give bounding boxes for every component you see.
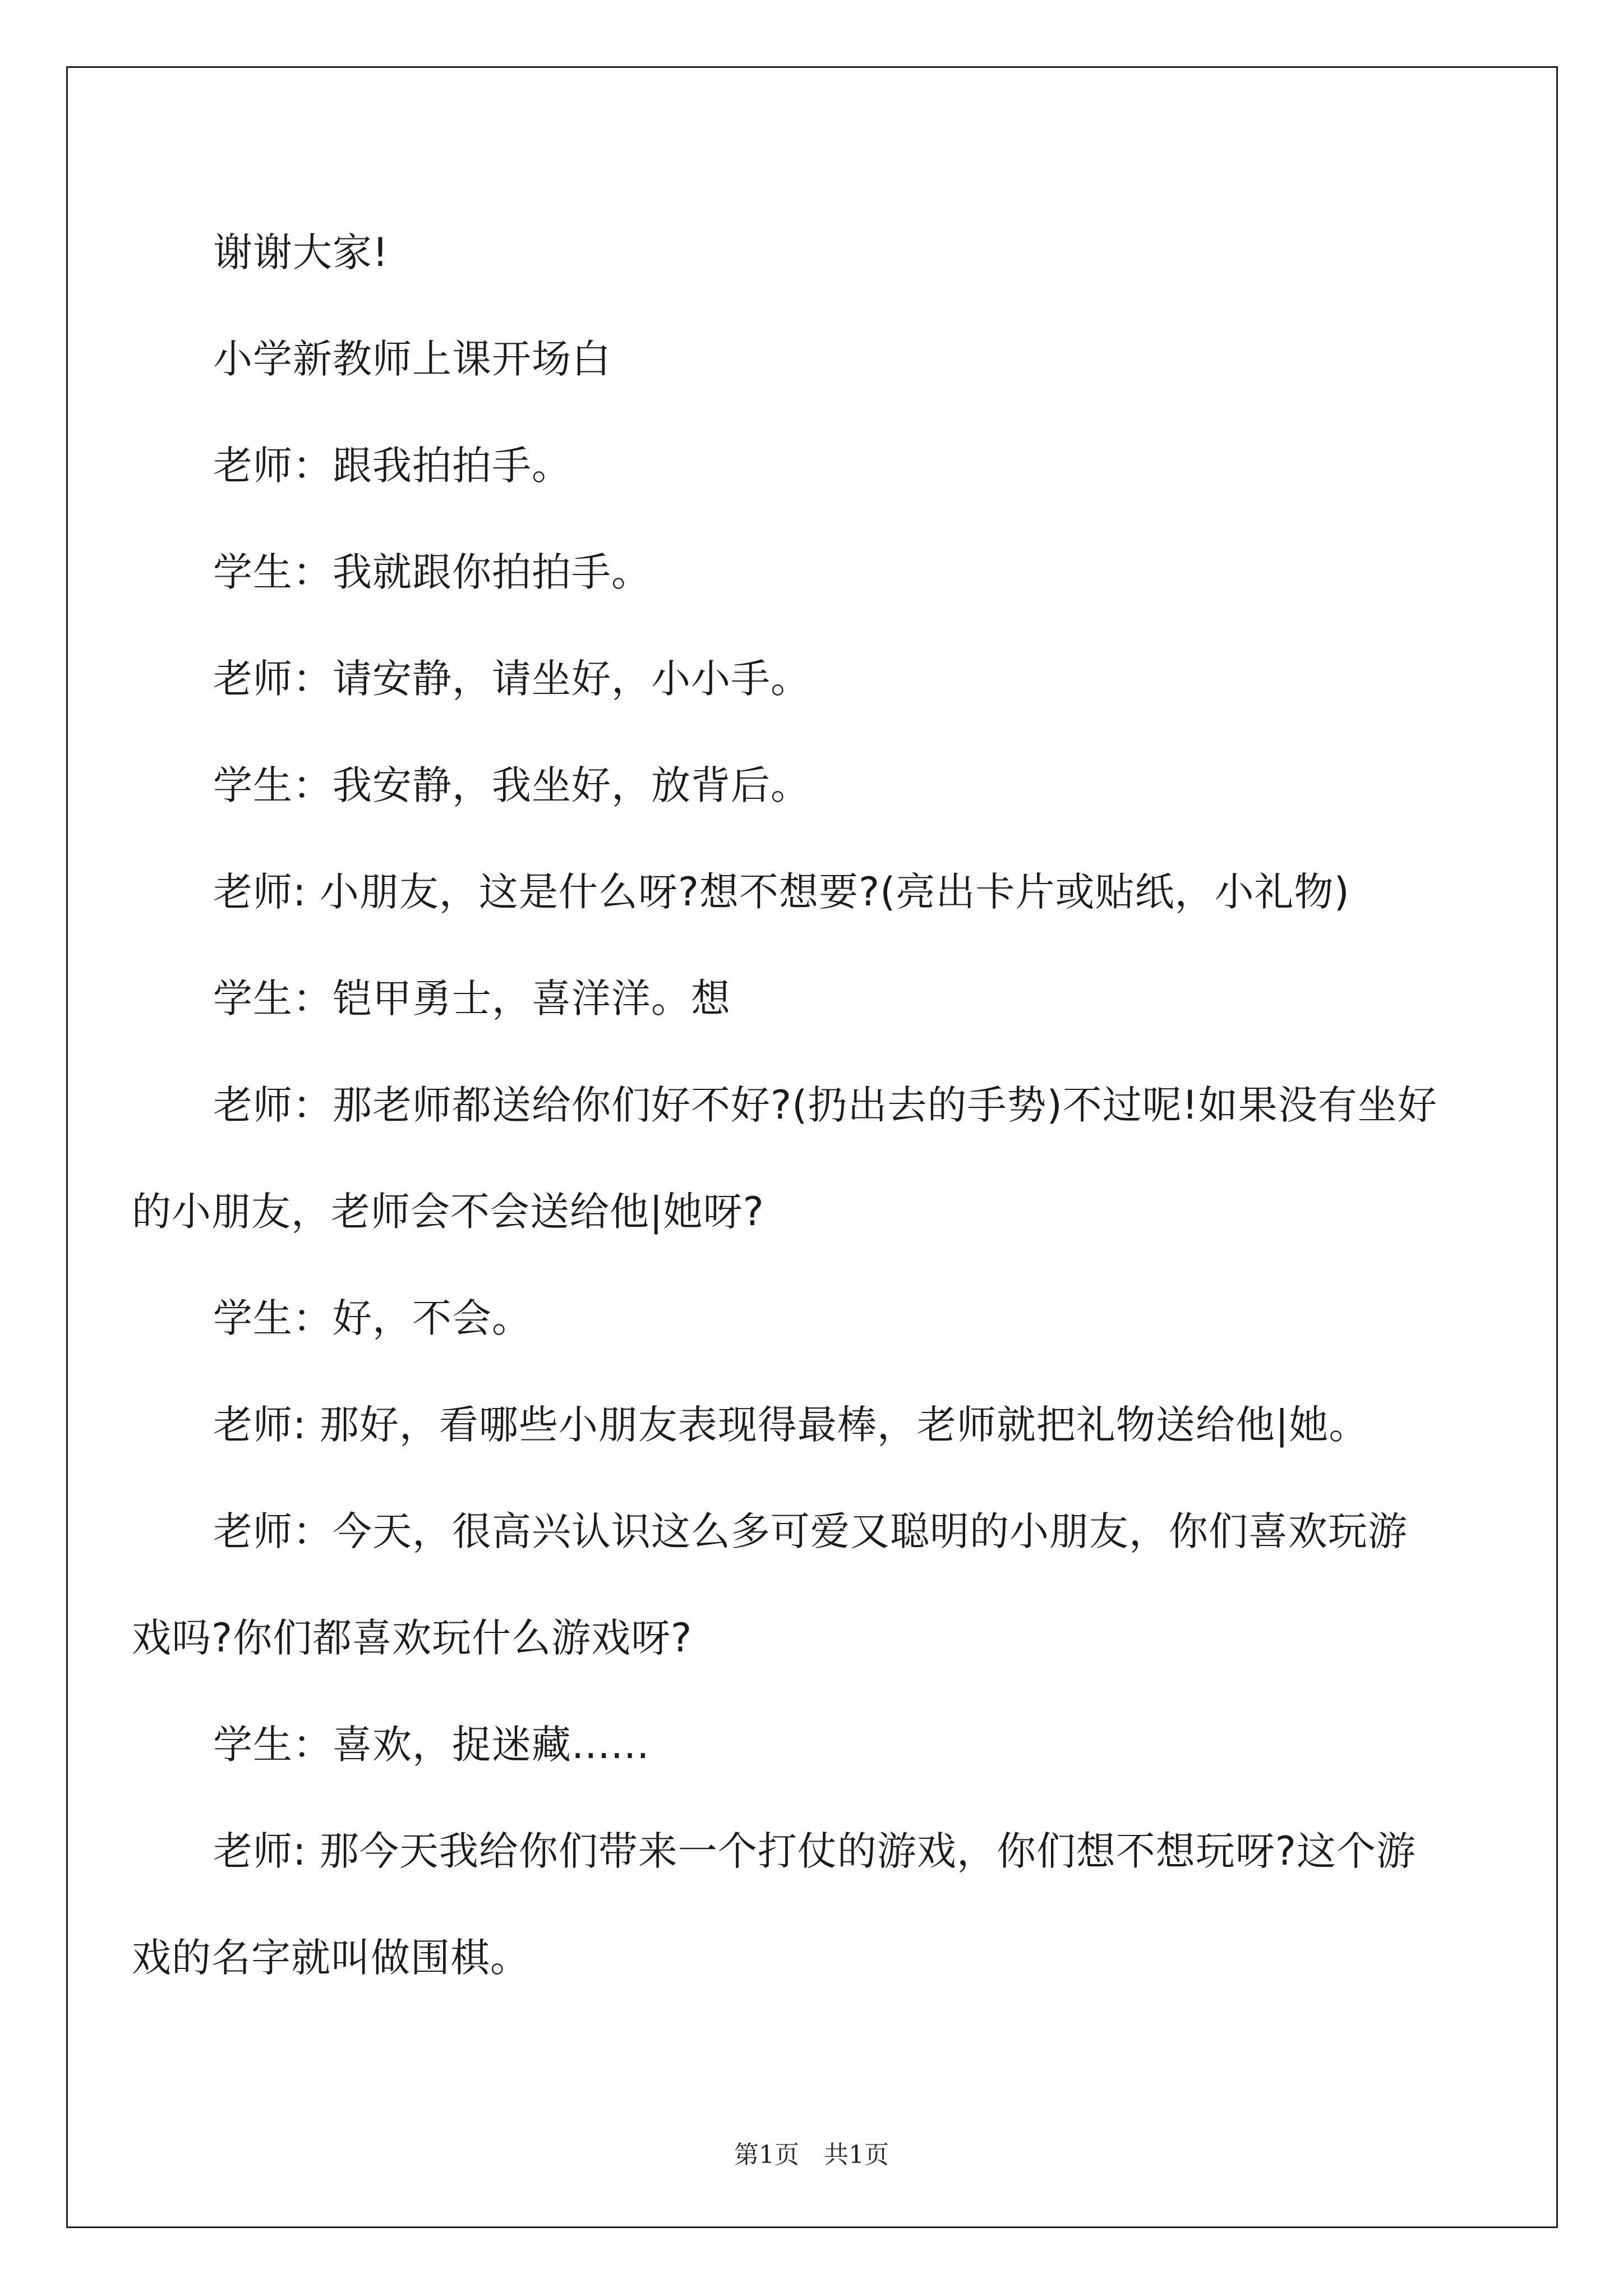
page-footer: 第1页 共1页	[734, 2141, 889, 2169]
paragraph-teacher-6: 老师：今天，很高兴认识这么多可爱又聪明的小朋友，你们喜欢玩游戏吗?你们都喜欢玩什么游戏呀?	[132, 1508, 1408, 1661]
paragraph-teacher-7: 老师: 那今天我给你们带来一个打仗的游戏，你们想不想玩呀?这个游戏的名字就叫做围棋。	[132, 1828, 1416, 1981]
paragraph-title: 小学新教师上课开场白	[213, 336, 611, 382]
paragraph-teacher-3: 老师: 小朋友，这是什么呀?想不想要?(亮出卡片或贴纸，小礼物)	[213, 869, 1350, 915]
paragraph-teacher-2: 老师：请安静，请坐好，小小手。	[213, 656, 810, 702]
paragraph-student-5: 学生：喜欢，捉迷藏......	[213, 1722, 650, 1768]
paragraph-student-4: 学生：好，不会。	[213, 1295, 532, 1341]
paragraph-student-1: 学生：我就跟你拍拍手。	[213, 549, 651, 595]
paragraph-thanks: 谢谢大家!	[213, 229, 389, 275]
paragraph-student-3: 学生：铠甲勇士，喜洋洋。想	[213, 976, 731, 1022]
paragraph-teacher-4: 老师：那老师都送给你们好不好?(扔出去的手势)不过呢!如果没有坐好的小朋友，老师会不会送给他|她呀?	[132, 1082, 1437, 1235]
paragraph-teacher-1: 老师：跟我拍拍手。	[213, 443, 571, 489]
paragraph-student-2: 学生：我安静，我坐好，放背后。	[213, 762, 810, 808]
paragraph-teacher-5: 老师: 那好，看哪些小朋友表现得最棒，老师就把礼物送给他|她。	[213, 1402, 1369, 1448]
